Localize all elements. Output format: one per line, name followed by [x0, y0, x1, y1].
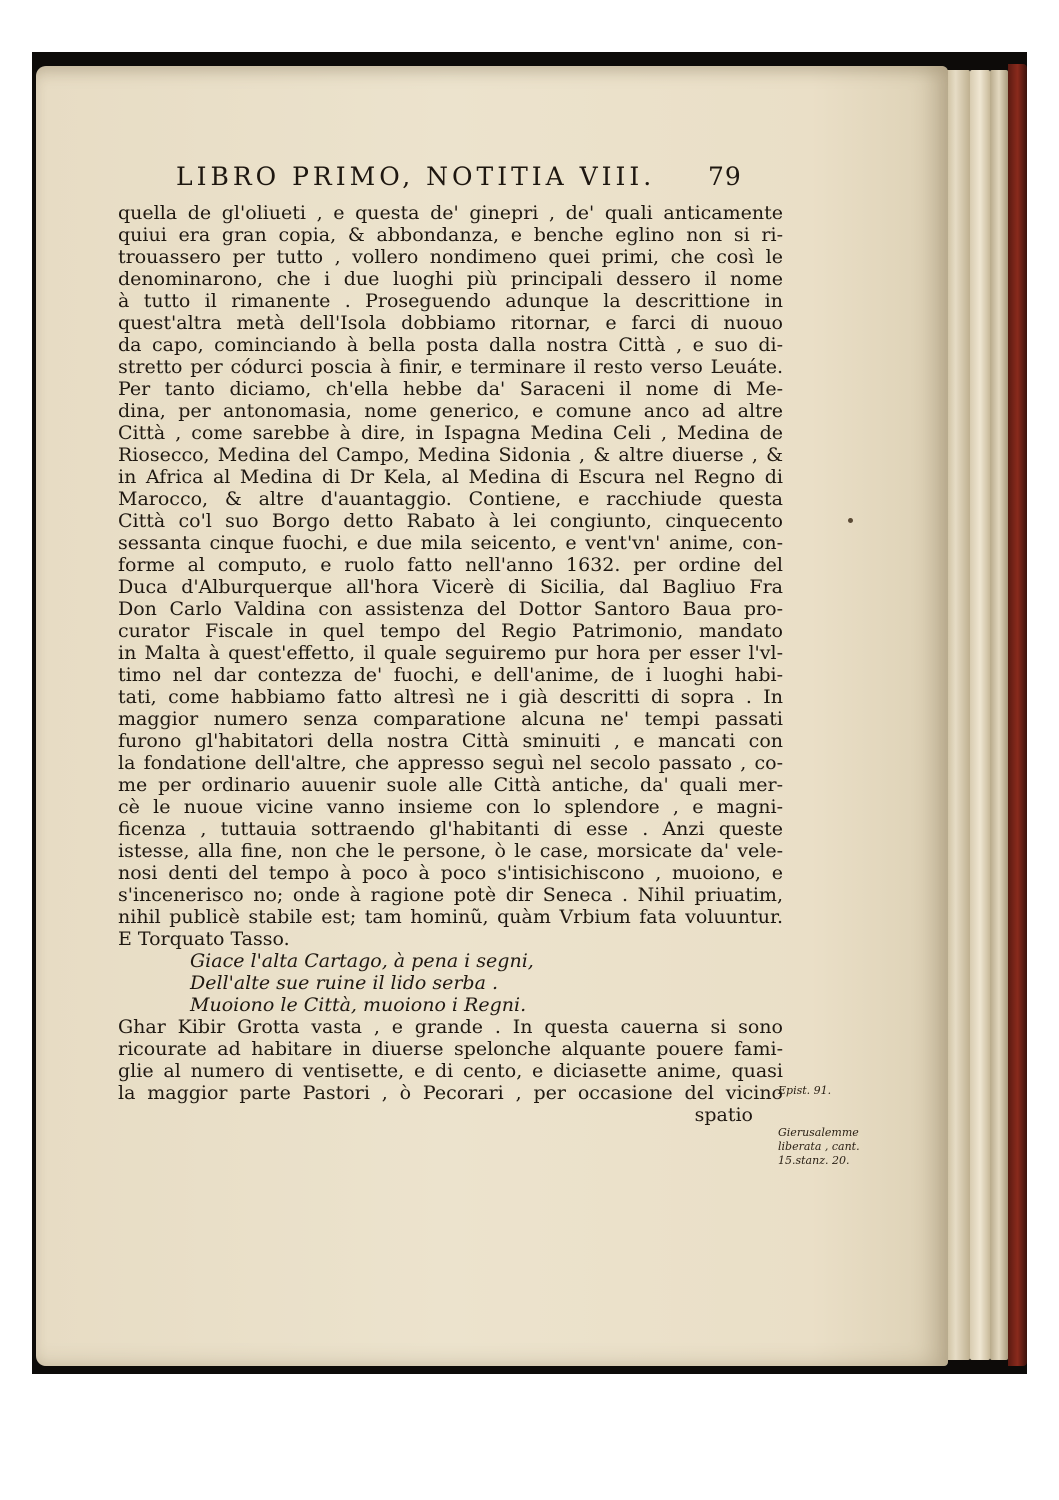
text-line: nosi denti del tempo à poco à poco s'intisichiscono , muoiono, e: [118, 862, 783, 884]
text-line: timo nel dar contezza de' fuochi, e dell'anime, de i luoghi habi-: [118, 664, 783, 686]
ink-spot: [848, 518, 853, 523]
text-line: da capo, cominciando à bella posta dalla nostra Città , e suo di-: [118, 334, 783, 356]
text-line: nihil publicè stabile est; tam hominũ, quàm Vrbium fata voluuntur.: [118, 906, 783, 928]
text-line: forme al computo, e ruolo fatto nell'anno 1632. per ordine del: [118, 554, 783, 576]
text-line: quest'altra metà dell'Isola dobbiamo ritornar, e farci di nuouo: [118, 312, 783, 334]
text-line: curator Fiscale in quel tempo del Regio Patrimonio, mandato: [118, 620, 783, 642]
book-cover-edge: [1008, 64, 1027, 1366]
margin-note-tasso: Gierusalemme: [778, 1126, 859, 1139]
text-line: Don Carlo Valdina con assistenza del Dottor Santoro Baua pro-: [118, 598, 783, 620]
text-line: glie al numero di ventisette, e di cento, e diciasette anime, quasi: [118, 1060, 783, 1082]
text-line: Città co'l suo Borgo detto Rabato à lei congiunto, cinquecento: [118, 510, 783, 532]
margin-notes: [778, 1084, 928, 1168]
text-line: Per tanto diciamo, ch'ella hebbe da' Saraceni il nome di Me-: [118, 378, 783, 400]
verse-line: Muoiono le Città, muoiono i Regni.: [190, 994, 527, 1016]
verse-line: Dell'alte sue ruine il lido serba .: [190, 972, 498, 994]
text-line: denominarono, che i due luoghi più principali dessero il nome: [118, 268, 783, 290]
text-line: stretto per códurci poscia à finir, e terminare il resto verso Leuáte.: [118, 356, 783, 378]
text-line: la fondatione dell'altre, che appresso seguì nel secolo passato , co-: [118, 752, 783, 774]
book-page: [36, 66, 948, 1366]
page-edge: [946, 70, 970, 1360]
page-edge: [990, 70, 1008, 1360]
text-line-short: E Torquato Tasso.: [118, 928, 290, 950]
page-number: 79: [708, 162, 742, 191]
verse-line: Giace l'alta Cartago, à pena i segni,: [190, 950, 534, 972]
text-line: quella de gl'oliueti , e questa de' ginepri , de' quali anticamente: [118, 202, 783, 224]
header-title: LIBRO PRIMO, NOTITIA VIII.: [176, 162, 656, 191]
text-line: ficenza , tuttauia sottraendo gl'habitanti di esse . Anzi queste: [118, 818, 783, 840]
text-line: maggior numero senza comparatione alcuna ne' tempi passati: [118, 708, 783, 730]
text-line: quiui era gran copia, & abbondanza, e benche eglino non si ri-: [118, 224, 783, 246]
text-line: me per ordinario auuenir suole alle Città antiche, da' quali mer-: [118, 774, 783, 796]
body-text: [118, 202, 783, 1126]
text-line: Marocco, & altre d'auantaggio. Contiene, e racchiude questa: [118, 488, 783, 510]
text-line: la maggior parte Pastori , ò Pecorari , per occasione del vicino: [118, 1082, 783, 1104]
text-line: dina, per antonomasia, nome generico, e comune anco ad altre: [118, 400, 783, 422]
text-line: cè le nuoue vicine vanno insieme con lo splendore , e magni-: [118, 796, 783, 818]
text-line: Duca d'Alburquerque all'hora Vicerè di Sicilia, dal Bagliuo Fra: [118, 576, 783, 598]
text-line: s'incenerisco no; onde à ragione potè dir Seneca . Nihil priuatim,: [118, 884, 783, 906]
catchword: spatio: [694, 1104, 753, 1126]
text-line: sessanta cinque fuochi, e due mila seicento, e vent'vn' anime, con-: [118, 532, 783, 554]
text-line: istesse, alla fine, non che le persone, ò le case, morsicate da' vele-: [118, 840, 783, 862]
text-line: ricourate ad habitare in diuerse spelonche alquante pouere fami-: [118, 1038, 783, 1060]
margin-note-tasso: liberata , cant.: [778, 1140, 860, 1153]
page-edge: [970, 70, 990, 1360]
text-line: à tutto il rimanente . Proseguendo adunque la descrittione in: [118, 290, 783, 312]
scanned-book-spread: [32, 52, 1027, 1374]
margin-note-seneca: Epist. 91.: [778, 1084, 832, 1097]
text-line: Ghar Kibir Grotta vasta , e grande . In questa cauerna si sono: [118, 1016, 783, 1038]
text-line: trouassero per tutto , vollero nondimeno quei primi, che così le: [118, 246, 783, 268]
text-line: in Malta à quest'effetto, il quale seguiremo pur hora per esser l'vl-: [118, 642, 783, 664]
margin-note-tasso: 15.stanz. 20.: [778, 1154, 850, 1167]
text-line: Riosecco, Medina del Campo, Medina Sidonia , & altre diuerse , &: [118, 444, 783, 466]
text-line: tati, come habbiamo fatto altresì ne i già descritti di sopra . In: [118, 686, 783, 708]
text-line: Città , come sarebbe à dire, in Ispagna Medina Celi , Medina de: [118, 422, 783, 444]
text-line: in Africa al Medina di Dr Kela, al Medina di Escura nel Regno di: [118, 466, 783, 488]
text-line: furono gl'habitatori della nostra Città sminuiti , e mancati con: [118, 730, 783, 752]
